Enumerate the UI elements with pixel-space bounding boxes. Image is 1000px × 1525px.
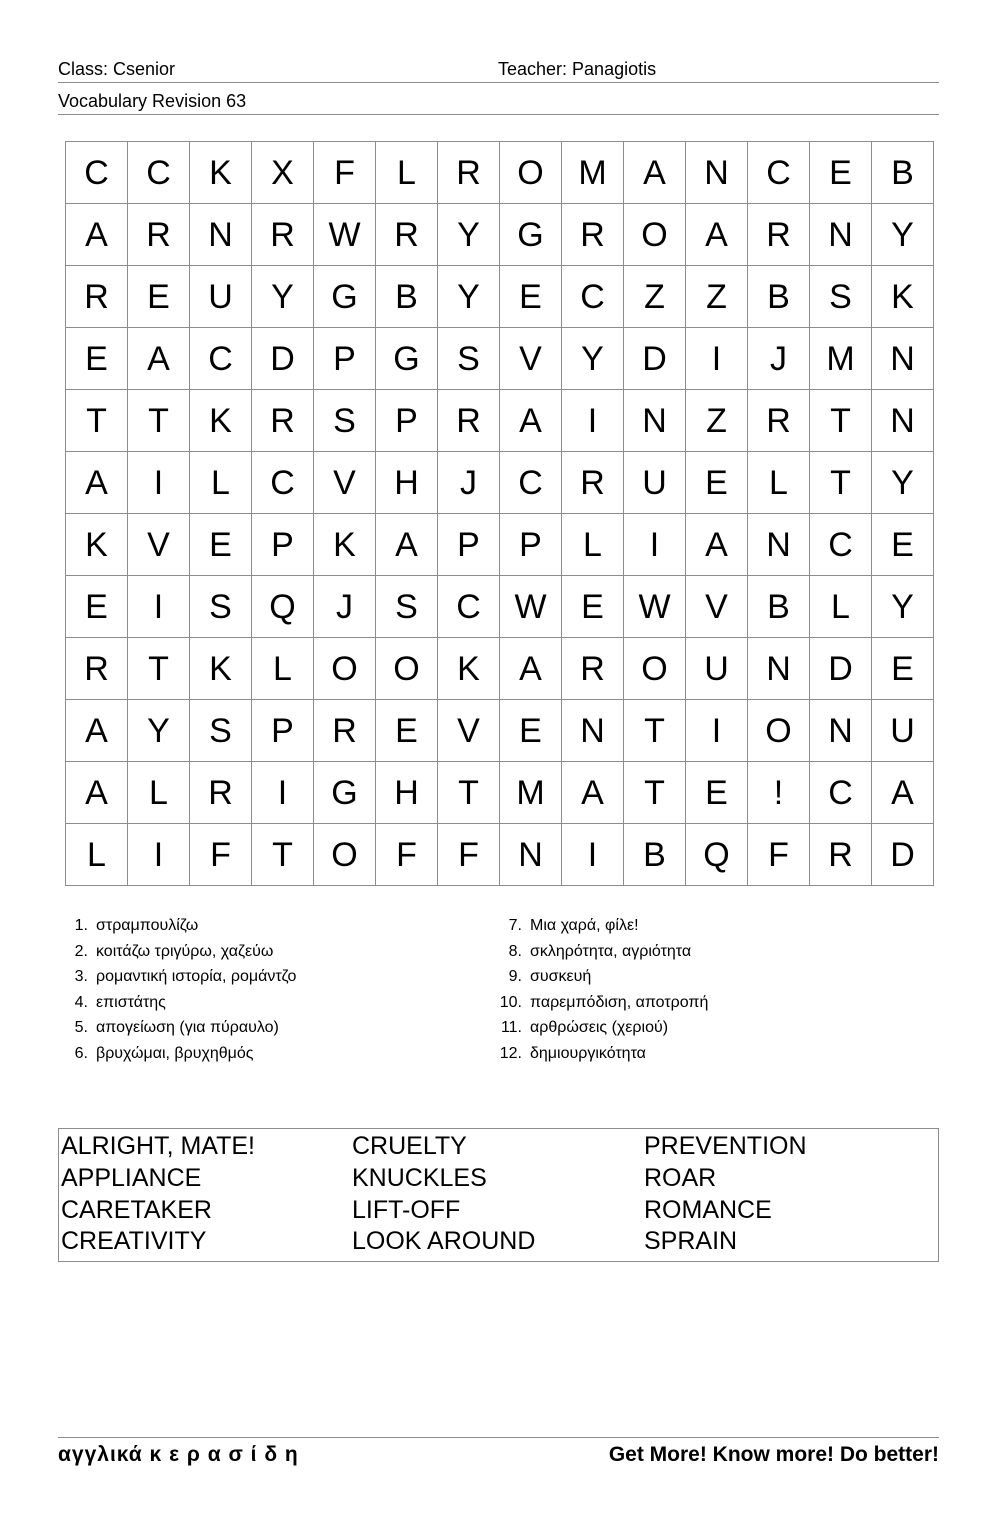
grid-letter-cell[interactable]: S — [190, 700, 252, 762]
grid-letter-cell[interactable]: I — [562, 390, 624, 452]
clue-text: δημιουργικότητα — [530, 1044, 646, 1062]
clue-text: συσκευή — [530, 968, 592, 986]
class-label: Class: Csenior — [58, 59, 176, 79]
grid-letter-cell[interactable]: K — [872, 266, 934, 328]
grid-letter-cell[interactable]: O — [376, 638, 438, 700]
grid-letter-cell[interactable]: L — [66, 824, 128, 886]
grid-letter-cell[interactable]: Y — [128, 700, 190, 762]
grid-letter-cell[interactable]: F — [376, 824, 438, 886]
grid-letter-cell[interactable]: R — [810, 824, 872, 886]
grid-letter-cell[interactable]: N — [872, 328, 934, 390]
grid-letter-cell[interactable]: T — [128, 638, 190, 700]
grid-letter-cell[interactable]: P — [252, 700, 314, 762]
clue-text: ρομαντική ιστορία, ρομάντζο — [96, 968, 297, 986]
grid-letter-cell[interactable]: I — [128, 452, 190, 514]
clue-number: 11. — [500, 1019, 522, 1037]
clue-number: 4. — [74, 993, 88, 1011]
grid-row — [66, 266, 934, 328]
grid-letter-cell[interactable]: L — [562, 514, 624, 576]
word-bank-item: APPLIANCE — [61, 1163, 202, 1192]
clue-text: σκληρότητα, αγριότητα — [530, 942, 692, 960]
word-bank-item: ALRIGHT, MATE! — [61, 1132, 256, 1160]
footer-brand: αγγλικά κ ε ρ α σ ί δ η — [58, 1443, 299, 1466]
grid-letter-cell[interactable]: B — [376, 266, 438, 328]
clue-item — [62, 990, 296, 1016]
grid-letter-cell[interactable]: E — [128, 266, 190, 328]
grid-letter-cell[interactable]: A — [562, 762, 624, 824]
grid-letter-cell[interactable]: M — [500, 762, 562, 824]
grid-letter-cell[interactable]: Y — [872, 452, 934, 514]
grid-letter-cell[interactable]: N — [562, 700, 624, 762]
grid-letter-cell[interactable]: N — [810, 700, 872, 762]
grid-letter-cell[interactable]: T — [252, 824, 314, 886]
grid-letter-cell[interactable]: Y — [872, 576, 934, 638]
clue-text: αρθρώσεις (χεριού) — [530, 1019, 669, 1037]
grid-letter-cell[interactable]: Y — [252, 266, 314, 328]
grid-letter-cell[interactable]: B — [624, 824, 686, 886]
word-bank-column-1 — [61, 1131, 255, 1258]
grid-letter-cell[interactable]: R — [438, 142, 500, 204]
grid-letter-cell[interactable]: O — [748, 700, 810, 762]
clue-number: 10. — [499, 993, 522, 1011]
clue-text: βρυχώμαι, βρυχηθμός — [96, 1044, 254, 1062]
clue-text: Μια χαρά, φίλε! — [530, 917, 639, 934]
grid-letter-cell[interactable]: J — [314, 576, 376, 638]
grid-letter-cell[interactable]: H — [376, 452, 438, 514]
grid-letter-cell[interactable]: R — [128, 204, 190, 266]
grid-letter-cell[interactable]: E — [376, 700, 438, 762]
grid-letter-cell[interactable]: R — [190, 762, 252, 824]
grid-letter-cell[interactable]: H — [376, 762, 438, 824]
clue-item — [496, 913, 708, 939]
grid-letter-cell[interactable]: C — [438, 576, 500, 638]
grid-letter-cell[interactable]: N — [872, 390, 934, 452]
grid-letter-cell[interactable]: T — [810, 452, 872, 514]
clue-item — [496, 1041, 708, 1067]
grid-letter-cell[interactable]: Y — [438, 266, 500, 328]
grid-letter-cell[interactable]: O — [624, 638, 686, 700]
grid-letter-cell[interactable]: P — [314, 328, 376, 390]
grid-letter-cell[interactable]: D — [252, 328, 314, 390]
grid-letter-cell[interactable]: O — [314, 824, 376, 886]
grid-letter-cell[interactable]: V — [686, 576, 748, 638]
grid-letter-cell[interactable]: R — [748, 390, 810, 452]
grid-letter-cell[interactable]: D — [810, 638, 872, 700]
clue-number: 9. — [508, 968, 522, 986]
grid-row — [66, 514, 934, 576]
word-bank-item: SPRAIN — [644, 1227, 738, 1256]
grid-letter-cell[interactable]: N — [748, 514, 810, 576]
grid-letter-cell[interactable]: I — [686, 328, 748, 390]
grid-letter-cell[interactable]: G — [376, 328, 438, 390]
clue-number: 2. — [74, 942, 88, 960]
grid-letter-cell[interactable]: R — [438, 390, 500, 452]
clue-item — [496, 939, 708, 965]
grid-letter-cell[interactable]: T — [810, 390, 872, 452]
clue-item — [496, 964, 708, 990]
word-bank-item: PREVENTION — [644, 1132, 807, 1160]
grid-letter-cell[interactable]: N — [686, 142, 748, 204]
grid-letter-cell[interactable]: L — [810, 576, 872, 638]
grid-letter-cell[interactable]: N — [624, 390, 686, 452]
grid-letter-cell[interactable]: R — [376, 204, 438, 266]
grid-letter-cell[interactable]: V — [500, 328, 562, 390]
grid-letter-cell[interactable]: S — [810, 266, 872, 328]
word-bank-item: CREATIVITY — [61, 1227, 207, 1256]
grid-letter-cell[interactable]: O — [624, 204, 686, 266]
grid-letter-cell[interactable]: M — [562, 142, 624, 204]
clue-number: 7. — [508, 917, 522, 934]
grid-letter-cell[interactable]: R — [66, 638, 128, 700]
grid-letter-cell[interactable]: T — [624, 762, 686, 824]
grid-letter-cell[interactable]: S — [376, 576, 438, 638]
grid-letter-cell[interactable]: R — [252, 204, 314, 266]
grid-letter-cell[interactable]: B — [748, 266, 810, 328]
grid-letter-cell[interactable]: F — [438, 824, 500, 886]
grid-letter-cell[interactable]: Z — [624, 266, 686, 328]
grid-letter-cell[interactable]: E — [500, 700, 562, 762]
grid-letter-cell[interactable]: G — [314, 762, 376, 824]
clue-item — [496, 1015, 708, 1041]
grid-letter-cell[interactable]: E — [500, 266, 562, 328]
grid-letter-cell[interactable]: A — [500, 638, 562, 700]
word-bank-item: CARETAKER — [61, 1195, 212, 1224]
footer-slogan: Get More! Know more! Do better! — [608, 1443, 939, 1466]
word-bank-item: ROMANCE — [644, 1195, 772, 1224]
grid-letter-cell[interactable]: E — [66, 576, 128, 638]
grid-letter-cell[interactable]: E — [686, 762, 748, 824]
grid-letter-cell[interactable]: A — [872, 762, 934, 824]
grid-letter-cell[interactable]: P — [500, 514, 562, 576]
grid-letter-cell[interactable]: K — [190, 638, 252, 700]
grid-letter-cell[interactable]: E — [66, 328, 128, 390]
grid-letter-cell[interactable]: A — [624, 142, 686, 204]
grid-letter-cell[interactable]: R — [314, 700, 376, 762]
clue-number: 6. — [74, 1044, 88, 1062]
grid-letter-cell[interactable]: I — [562, 824, 624, 886]
grid-letter-cell[interactable]: Q — [686, 824, 748, 886]
clue-text: επιστάτης — [96, 993, 166, 1011]
grid-letter-cell[interactable]: C — [810, 762, 872, 824]
grid-letter-cell[interactable]: Q — [252, 576, 314, 638]
clue-item — [62, 939, 296, 965]
grid-letter-cell[interactable]: C — [562, 266, 624, 328]
clue-number: 3. — [74, 968, 88, 986]
grid-row — [66, 700, 934, 762]
grid-row — [66, 452, 934, 514]
grid-letter-cell[interactable]: G — [500, 204, 562, 266]
grid-row — [66, 390, 934, 452]
grid-letter-cell[interactable]: A — [128, 328, 190, 390]
grid-letter-cell[interactable]: Z — [686, 266, 748, 328]
grid-letter-cell[interactable]: U — [624, 452, 686, 514]
clue-text: κοιτάζω τριγύρω, χαζεύω — [96, 942, 274, 960]
grid-letter-cell[interactable]: I — [128, 576, 190, 638]
grid-letter-cell[interactable]: E — [810, 142, 872, 204]
word-bank-item: KNUCKLES — [352, 1163, 487, 1192]
word-bank-item: LOOK AROUND — [352, 1227, 536, 1256]
grid-letter-cell[interactable]: A — [376, 514, 438, 576]
grid-letter-cell[interactable]: T — [128, 390, 190, 452]
grid-letter-cell[interactable]: I — [686, 700, 748, 762]
grid-letter-cell[interactable]: I — [624, 514, 686, 576]
clue-text: στραμπουλίζω — [96, 917, 199, 934]
clue-item — [62, 1041, 296, 1067]
worksheet-title: Vocabulary Revision 63 — [58, 91, 247, 111]
grid-row — [66, 762, 934, 824]
grid-letter-cell[interactable]: K — [66, 514, 128, 576]
grid-letter-cell[interactable]: N — [500, 824, 562, 886]
grid-letter-cell[interactable]: W — [624, 576, 686, 638]
header-row-2 — [58, 90, 939, 115]
word-bank-item: CRUELTY — [352, 1132, 467, 1160]
clue-item — [62, 1015, 296, 1041]
grid-letter-cell[interactable]: C — [810, 514, 872, 576]
grid-letter-cell[interactable]: C — [190, 328, 252, 390]
clue-item — [496, 990, 708, 1016]
grid-letter-cell[interactable]: D — [624, 328, 686, 390]
grid-letter-cell[interactable]: Z — [686, 390, 748, 452]
grid-letter-cell[interactable]: A — [66, 700, 128, 762]
grid-row — [66, 142, 934, 204]
grid-letter-cell[interactable]: V — [438, 700, 500, 762]
grid-letter-cell[interactable]: G — [314, 266, 376, 328]
grid-letter-cell[interactable]: P — [438, 514, 500, 576]
clue-item — [62, 913, 296, 939]
grid-letter-cell[interactable]: J — [438, 452, 500, 514]
word-bank — [58, 1128, 939, 1262]
grid-letter-cell[interactable]: S — [314, 390, 376, 452]
grid-letter-cell[interactable]: K — [190, 390, 252, 452]
clue-number: 5. — [74, 1019, 88, 1037]
grid-letter-cell[interactable]: U — [872, 700, 934, 762]
grid-letter-cell[interactable]: E — [190, 514, 252, 576]
grid-letter-cell[interactable]: F — [190, 824, 252, 886]
grid-letter-cell[interactable]: L — [128, 762, 190, 824]
grid-letter-cell[interactable]: J — [748, 328, 810, 390]
grid-letter-cell[interactable]: C — [66, 142, 128, 204]
grid-letter-cell[interactable]: N — [190, 204, 252, 266]
grid-letter-cell[interactable]: R — [562, 204, 624, 266]
grid-letter-cell[interactable]: R — [66, 266, 128, 328]
grid-letter-cell[interactable]: U — [686, 638, 748, 700]
grid-letter-cell[interactable]: T — [624, 700, 686, 762]
grid-letter-cell[interactable]: W — [314, 204, 376, 266]
grid-letter-cell[interactable]: A — [686, 514, 748, 576]
word-bank-item: LIFT-OFF — [352, 1195, 461, 1224]
grid-letter-cell[interactable]: T — [438, 762, 500, 824]
grid-row — [66, 328, 934, 390]
grid-letter-cell[interactable]: R — [562, 638, 624, 700]
word-bank-item: ROAR — [644, 1163, 717, 1192]
footer-divider — [58, 1437, 939, 1438]
grid-letter-cell[interactable]: S — [190, 576, 252, 638]
grid-letter-cell[interactable]: V — [314, 452, 376, 514]
grid-letter-cell[interactable]: A — [500, 390, 562, 452]
word-bank-column-2 — [352, 1131, 535, 1258]
grid-letter-cell[interactable]: U — [190, 266, 252, 328]
grid-letter-cell[interactable]: B — [872, 142, 934, 204]
grid-letter-cell[interactable]: K — [314, 514, 376, 576]
clue-item — [62, 964, 296, 990]
grid-letter-cell[interactable]: ! — [748, 762, 810, 824]
grid-letter-cell[interactable]: C — [748, 142, 810, 204]
grid-letter-cell[interactable]: Y — [438, 204, 500, 266]
grid-letter-cell[interactable]: P — [252, 514, 314, 576]
clue-number: 8. — [508, 942, 522, 960]
grid-letter-cell[interactable]: A — [686, 204, 748, 266]
grid-letter-cell[interactable]: Y — [872, 204, 934, 266]
grid-letter-cell[interactable]: C — [252, 452, 314, 514]
grid-row — [66, 576, 934, 638]
clue-number: 1. — [74, 917, 88, 934]
grid-letter-cell[interactable]: V — [128, 514, 190, 576]
clue-list-left — [62, 913, 296, 1067]
grid-letter-cell[interactable]: X — [252, 142, 314, 204]
grid-letter-cell[interactable]: K — [438, 638, 500, 700]
grid-row — [66, 824, 934, 886]
grid-letter-cell[interactable]: W — [500, 576, 562, 638]
grid-row — [66, 638, 934, 700]
grid-letter-cell[interactable]: L — [252, 638, 314, 700]
grid-letter-cell[interactable]: M — [810, 328, 872, 390]
grid-letter-cell[interactable]: A — [66, 204, 128, 266]
header-row-1 — [58, 58, 939, 83]
word-search-grid — [65, 141, 934, 886]
clue-number: 12. — [499, 1044, 522, 1062]
grid-letter-cell[interactable]: K — [190, 142, 252, 204]
grid-letter-cell[interactable]: T — [66, 390, 128, 452]
grid-letter-cell[interactable]: C — [128, 142, 190, 204]
grid-letter-cell[interactable]: E — [686, 452, 748, 514]
word-bank-column-3 — [644, 1131, 807, 1258]
grid-letter-cell[interactable]: Y — [562, 328, 624, 390]
grid-letter-cell[interactable]: R — [562, 452, 624, 514]
clue-text: απογείωση (για πύραυλο) — [96, 1019, 279, 1037]
grid-letter-cell[interactable]: A — [66, 762, 128, 824]
grid-letter-cell[interactable]: R — [748, 204, 810, 266]
clue-text: παρεμπόδιση, αποτροπή — [530, 993, 709, 1011]
grid-letter-cell[interactable]: I — [128, 824, 190, 886]
grid-letter-cell[interactable]: I — [252, 762, 314, 824]
grid-letter-cell[interactable]: E — [562, 576, 624, 638]
grid-letter-cell[interactable]: S — [438, 328, 500, 390]
grid-letter-cell[interactable]: E — [872, 638, 934, 700]
teacher-label: Teacher: Panagiotis — [498, 59, 657, 79]
grid-letter-cell[interactable]: R — [252, 390, 314, 452]
grid-letter-cell[interactable]: F — [748, 824, 810, 886]
grid-letter-cell[interactable]: F — [314, 142, 376, 204]
grid-letter-cell[interactable]: E — [872, 514, 934, 576]
clue-list-right — [496, 913, 708, 1067]
grid-letter-cell[interactable]: N — [748, 638, 810, 700]
grid-letter-cell[interactable]: D — [872, 824, 934, 886]
grid-letter-cell[interactable]: N — [810, 204, 872, 266]
grid-letter-cell[interactable]: L — [190, 452, 252, 514]
grid-letter-cell[interactable]: L — [748, 452, 810, 514]
grid-letter-cell[interactable]: O — [500, 142, 562, 204]
grid-letter-cell[interactable]: P — [376, 390, 438, 452]
grid-letter-cell[interactable]: L — [376, 142, 438, 204]
grid-row — [66, 204, 934, 266]
grid-letter-cell[interactable]: C — [500, 452, 562, 514]
grid-letter-cell[interactable]: B — [748, 576, 810, 638]
grid-letter-cell[interactable]: A — [66, 452, 128, 514]
grid-letter-cell[interactable]: O — [314, 638, 376, 700]
